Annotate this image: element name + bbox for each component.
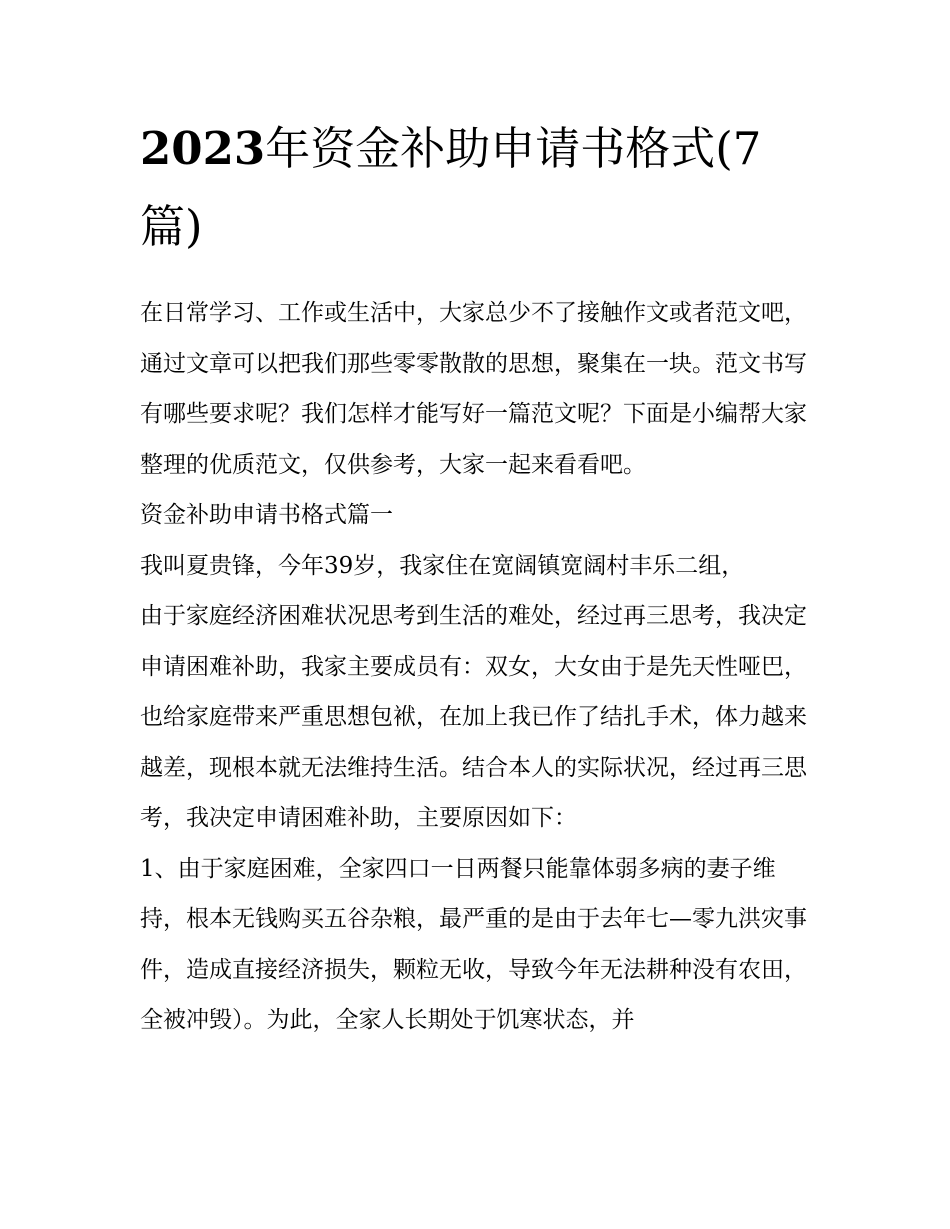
reason-paragraph: 由于家庭经济困难状况思考到生活的难处，经过再三思考，我决定申请困难补助，我家主要成员有：双女，大女由于是先天性哑巴，也给家庭带来严重思想包袱，在加上我已作了结扎手术，体力越来越差，现根本就无法维持生活。结合本人的实际状况，经过再三思考，我决定申请困难补助，主要原因如下： (140, 603, 807, 831)
section-heading: 资金补助申请书格式篇一 (140, 502, 393, 528)
applicant-line: 我叫夏贵锋，今年39岁，我家住在宽阔镇宽阔村丰乐二组， (140, 552, 745, 579)
title-text: 年资金补助申请书格式(7篇) (140, 122, 762, 253)
title-year: 2023 (140, 122, 266, 175)
reason-item-1: 1、由于家庭困难，全家四口一日两餐只能靠体弱多病的妻子维持，根本无钱购买五谷杂粮，最严重的是由于去年七—零九洪灾事件，造成直接经济损失，颗粒无收，导致今年无法耕种没有农田，全被冲毁）。为此，全家人长期处于饥寒状态，并 (140, 855, 807, 1033)
document-body (140, 288, 820, 1046)
document-page (140, 110, 820, 1046)
intro-paragraph: 在日常学习、工作或生活中，大家总少不了接触作文或者范文吧，通过文章可以把我们那些零零散散的思想，聚集在一块。范文书写有哪些要求呢？我们怎样才能写好一篇范文呢？下面是小编帮大家整理的优质范文，仅供参考，大家一起来看看吧。 (140, 300, 807, 478)
document-title (140, 110, 820, 266)
